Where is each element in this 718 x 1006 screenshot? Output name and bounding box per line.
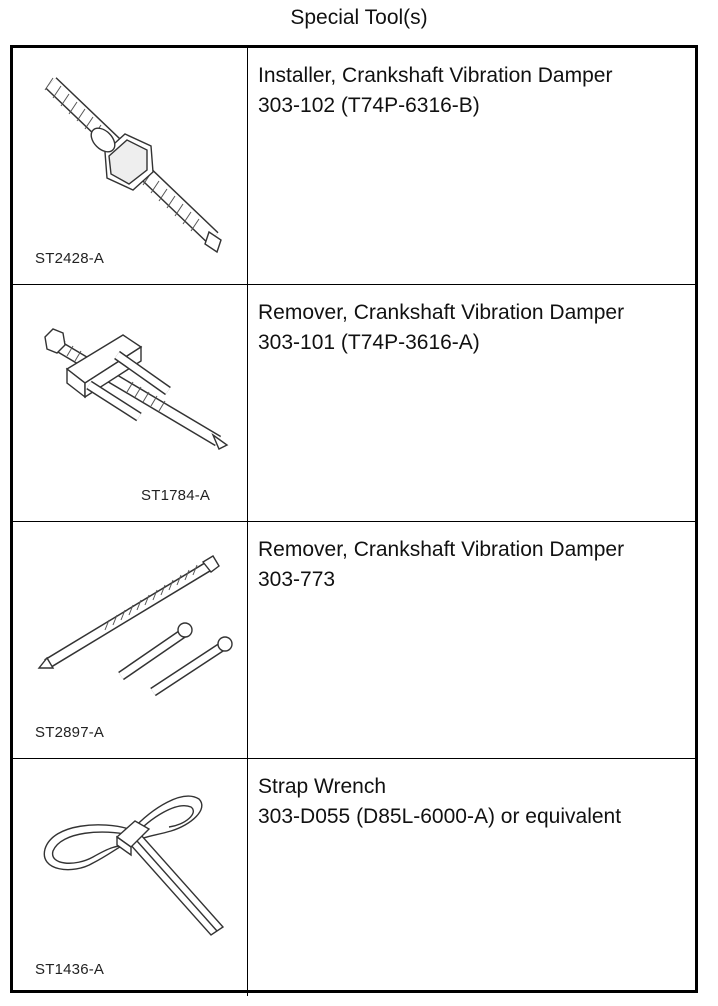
tool-image-code: ST2897-A [35, 724, 105, 741]
tool-image-code: ST2428-A [35, 250, 105, 267]
tool-image-cell [13, 759, 248, 996]
tool-name: Remover, Crankshaft Vibration Damper [258, 538, 625, 561]
tool-image-cell [13, 522, 248, 758]
tool-part-number: 303-773 [258, 568, 336, 591]
tool-name: Installer, Crankshaft Vibration Damper [258, 64, 613, 87]
bolts-tool-icon [13, 522, 248, 758]
page-title: Special Tool(s) [290, 6, 428, 29]
tool-name: Strap Wrench [258, 775, 386, 798]
tool-image-cell [13, 48, 248, 284]
tool-row [13, 48, 695, 285]
puller-tool-icon [13, 285, 248, 521]
tool-description [258, 61, 612, 121]
tool-description [258, 772, 621, 832]
installer-tool-icon [13, 48, 248, 284]
tool-row [13, 285, 695, 522]
tool-image-code: ST1784-A [141, 487, 211, 504]
tool-description [258, 298, 624, 358]
tool-part-number: 303-102 (T74P-6316-B) [258, 94, 480, 117]
tool-row [13, 759, 695, 996]
tool-image-cell [13, 285, 248, 521]
tool-image-code: ST1436-A [35, 961, 105, 978]
tool-description [258, 535, 624, 595]
special-tools-table [10, 45, 698, 993]
tool-row [13, 522, 695, 759]
tool-name: Remover, Crankshaft Vibration Damper [258, 301, 625, 324]
tool-part-number: 303-D055 (D85L-6000-A) or equivalent [258, 805, 622, 828]
tool-part-number: 303-101 (T74P-3616-A) [258, 331, 480, 354]
strap-wrench-icon [13, 759, 248, 995]
